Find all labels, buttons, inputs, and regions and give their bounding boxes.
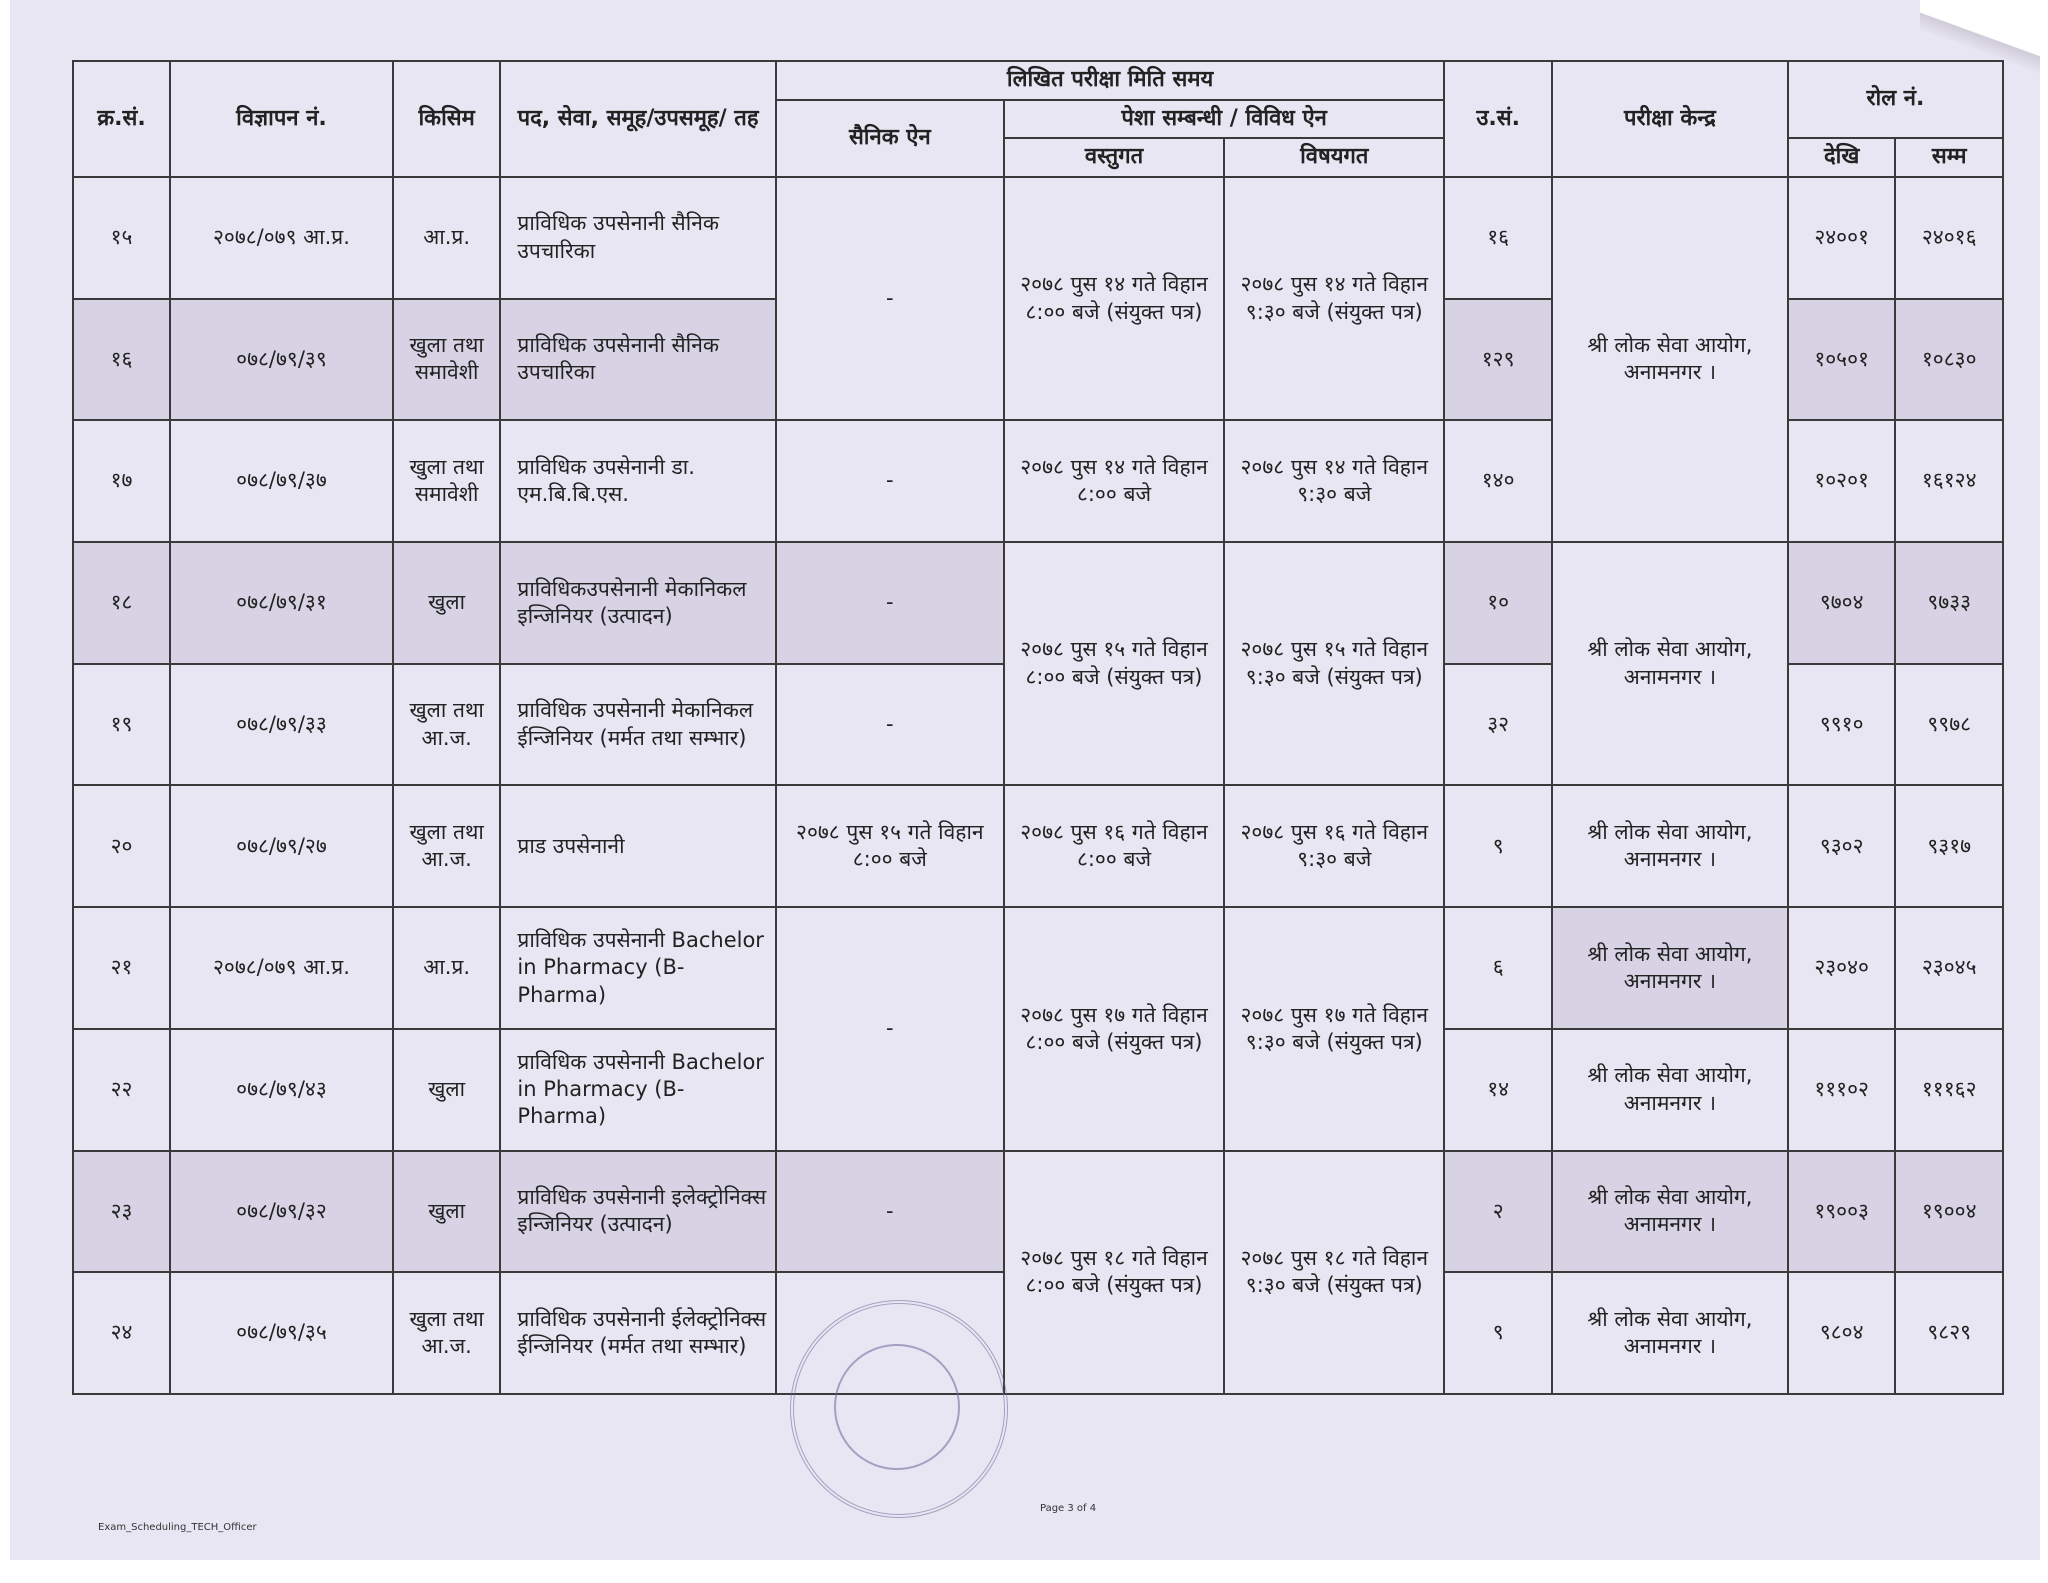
subjective-cell: २०७८ पुस १४ गते विहान ९:३० बजे xyxy=(1224,420,1444,542)
post-cell: प्राड उपसेनानी xyxy=(500,785,775,907)
candidates-cell: ३२ xyxy=(1444,664,1552,786)
type-cell: खुला तथा आ.ज. xyxy=(393,664,501,786)
subjective-cell: २०७८ पुस १८ गते विहान ९:३० बजे (संयुक्त पत्र) xyxy=(1224,1151,1444,1394)
official-seal-stamp xyxy=(790,1300,1008,1518)
type-cell: आ.प्र. xyxy=(393,907,501,1029)
serial-cell: २२ xyxy=(73,1029,170,1151)
candidates-cell: २ xyxy=(1444,1151,1552,1273)
serial-cell: २० xyxy=(73,785,170,907)
post-cell: प्राविधिक उपसेनानी सैनिक उपचारिका xyxy=(500,177,775,299)
exam-center-cell: श्री लोक सेवा आयोग, अनामनगर । xyxy=(1552,907,1788,1029)
serial-cell: १७ xyxy=(73,420,170,542)
roll-to-cell: १९००४ xyxy=(1895,1151,2003,1273)
roll-to-cell: २४०१६ xyxy=(1895,177,2003,299)
roll-to-cell: १६१२४ xyxy=(1895,420,2003,542)
subjective-cell: २०७८ पुस १६ गते विहान ९:३० बजे xyxy=(1224,785,1444,907)
header-serial: क्र.सं. xyxy=(73,61,170,177)
military-cell: - xyxy=(776,177,1004,420)
ad-number-cell: ०७८/७९/३२ xyxy=(170,1151,393,1273)
ad-number-cell: २०७८/०७९ आ.प्र. xyxy=(170,907,393,1029)
serial-cell: १९ xyxy=(73,664,170,786)
header-military-act: सैनिक ऐन xyxy=(776,100,1004,177)
type-cell: खुला तथा आ.ज. xyxy=(393,1272,501,1394)
ad-number-cell: ०७८/७९/३३ xyxy=(170,664,393,786)
military-cell: २०७८ पुस १५ गते विहान ८:०० बजे xyxy=(776,785,1004,907)
objective-cell: २०७८ पुस १८ गते विहान ८:०० बजे (संयुक्त पत्र) xyxy=(1004,1151,1224,1394)
serial-cell: १६ xyxy=(73,299,170,421)
type-cell: आ.प्र. xyxy=(393,177,501,299)
candidates-cell: १४ xyxy=(1444,1029,1552,1151)
post-cell: प्राविधिकउपसेनानी मेकानिकल इन्जिनियर (उत्पादन) xyxy=(500,542,775,664)
table-row xyxy=(73,907,2003,1029)
ad-number-cell: ०७८/७९/३१ xyxy=(170,542,393,664)
candidates-cell: १२९ xyxy=(1444,299,1552,421)
header-roll-from: देखि xyxy=(1788,138,1896,177)
roll-from-cell: १०५०१ xyxy=(1788,299,1896,421)
exam-center-cell: श्री लोक सेवा आयोग, अनामनगर । xyxy=(1552,1272,1788,1394)
header-candidates: उ.सं. xyxy=(1444,61,1552,177)
candidates-cell: ९ xyxy=(1444,1272,1552,1394)
roll-from-cell: २३०४० xyxy=(1788,907,1896,1029)
table-row xyxy=(73,542,2003,664)
table-row xyxy=(73,177,2003,299)
header-ad-number: विज्ञापन नं. xyxy=(170,61,393,177)
header-written-exam: लिखित परीक्षा मिति समय xyxy=(776,61,1445,100)
header-roll-no: रोल नं. xyxy=(1788,61,2003,138)
post-cell: प्राविधिक उपसेनानी सैनिक उपचारिका xyxy=(500,299,775,421)
footer-file-name: Exam_Scheduling_TECH_Officer xyxy=(98,1522,257,1533)
subjective-cell: २०७८ पुस १४ गते विहान ९:३० बजे (संयुक्त पत्र) xyxy=(1224,177,1444,420)
post-cell: प्राविधिक उपसेनानी इलेक्ट्रोनिक्स इन्जिनियर (उत्पादन) xyxy=(500,1151,775,1273)
roll-from-cell: ९९१० xyxy=(1788,664,1896,786)
roll-to-cell: २३०४५ xyxy=(1895,907,2003,1029)
candidates-cell: १६ xyxy=(1444,177,1552,299)
candidates-cell: १४० xyxy=(1444,420,1552,542)
post-cell: प्राविधिक उपसेनानी डा. एम.बि.बि.एस. xyxy=(500,420,775,542)
roll-from-cell: १११०२ xyxy=(1788,1029,1896,1151)
objective-cell: २०७८ पुस १७ गते विहान ८:०० बजे (संयुक्त पत्र) xyxy=(1004,907,1224,1150)
serial-cell: २३ xyxy=(73,1151,170,1273)
exam-center-cell: श्री लोक सेवा आयोग, अनामनगर । xyxy=(1552,1151,1788,1273)
type-cell: खुला xyxy=(393,542,501,664)
ad-number-cell: ०७८/७९/३९ xyxy=(170,299,393,421)
roll-from-cell: ९८०४ xyxy=(1788,1272,1896,1394)
table-row xyxy=(73,785,2003,907)
military-cell: - xyxy=(776,907,1004,1150)
type-cell: खुला xyxy=(393,1029,501,1151)
serial-cell: २४ xyxy=(73,1272,170,1394)
military-cell: - xyxy=(776,420,1004,542)
seal-inner-ring xyxy=(834,1344,960,1470)
table-row xyxy=(73,1151,2003,1273)
exam-center-cell: श्री लोक सेवा आयोग, अनामनगर । xyxy=(1552,785,1788,907)
roll-from-cell: १९००३ xyxy=(1788,1151,1896,1273)
exam-center-cell: श्री लोक सेवा आयोग, अनामनगर । xyxy=(1552,177,1788,542)
serial-cell: २१ xyxy=(73,907,170,1029)
subjective-cell: २०७८ पुस १७ गते विहान ९:३० बजे (संयुक्त पत्र) xyxy=(1224,907,1444,1150)
header-exam-center: परीक्षा केन्द्र xyxy=(1552,61,1788,177)
ad-number-cell: ०७८/७९/४३ xyxy=(170,1029,393,1151)
ad-number-cell: ०७८/७९/३५ xyxy=(170,1272,393,1394)
roll-from-cell: १०२०१ xyxy=(1788,420,1896,542)
exam-center-cell: श्री लोक सेवा आयोग, अनामनगर । xyxy=(1552,542,1788,785)
exam-center-cell: श्री लोक सेवा आयोग, अनामनगर । xyxy=(1552,1029,1788,1151)
ad-number-cell: २०७८/०७९ आ.प्र. xyxy=(170,177,393,299)
objective-cell: २०७८ पुस १५ गते विहान ८:०० बजे (संयुक्त पत्र) xyxy=(1004,542,1224,785)
type-cell: खुला तथा आ.ज. xyxy=(393,785,501,907)
roll-to-cell: १०८३० xyxy=(1895,299,2003,421)
roll-to-cell: १११६२ xyxy=(1895,1029,2003,1151)
subjective-cell: २०७८ पुस १५ गते विहान ९:३० बजे (संयुक्त पत्र) xyxy=(1224,542,1444,785)
header-subjective: विषयगत xyxy=(1224,138,1444,177)
roll-from-cell: ९३०२ xyxy=(1788,785,1896,907)
post-cell: प्राविधिक उपसेनानी ईलेक्ट्रोनिक्स ईन्जिनियर (मर्मत तथा सम्भार) xyxy=(500,1272,775,1394)
header-objective: वस्तुगत xyxy=(1004,138,1224,177)
type-cell: खुला xyxy=(393,1151,501,1273)
objective-cell: २०७८ पुस १४ गते विहान ८:०० बजे xyxy=(1004,420,1224,542)
military-cell: - xyxy=(776,542,1004,664)
header-roll-to: सम्म xyxy=(1895,138,2003,177)
post-cell: प्राविधिक उपसेनानी Bachelor in Pharmacy (B-Pharma) xyxy=(500,907,775,1029)
post-cell: प्राविधिक उपसेनानी मेकानिकल ईन्जिनियर (मर्मत तथा सम्भार) xyxy=(500,664,775,786)
header-post: पद, सेवा, समूह/उपसमूह/ तह xyxy=(500,61,775,177)
objective-cell: २०७८ पुस १४ गते विहान ८:०० बजे (संयुक्त पत्र) xyxy=(1004,177,1224,420)
serial-cell: १८ xyxy=(73,542,170,664)
exam-schedule-table xyxy=(72,60,2004,1395)
candidates-cell: १० xyxy=(1444,542,1552,664)
roll-to-cell: ९३१७ xyxy=(1895,785,2003,907)
header-professional-act: पेशा सम्बन्धी / विविध ऐन xyxy=(1004,100,1445,139)
footer-page-number: Page 3 of 4 xyxy=(1040,1503,1097,1514)
candidates-cell: ६ xyxy=(1444,907,1552,1029)
ad-number-cell: ०७८/७९/२७ xyxy=(170,785,393,907)
roll-from-cell: ९७०४ xyxy=(1788,542,1896,664)
military-cell: - xyxy=(776,1151,1004,1273)
roll-to-cell: ९९७८ xyxy=(1895,664,2003,786)
roll-to-cell: ९७३३ xyxy=(1895,542,2003,664)
type-cell: खुला तथा समावेशी xyxy=(393,299,501,421)
objective-cell: २०७८ पुस १६ गते विहान ८:०० बजे xyxy=(1004,785,1224,907)
serial-cell: १५ xyxy=(73,177,170,299)
roll-from-cell: २४००१ xyxy=(1788,177,1896,299)
header-type: किसिम xyxy=(393,61,501,177)
post-cell: प्राविधिक उपसेनानी Bachelor in Pharmacy (B-Pharma) xyxy=(500,1029,775,1151)
roll-to-cell: ९८२९ xyxy=(1895,1272,2003,1394)
ad-number-cell: ०७८/७९/३७ xyxy=(170,420,393,542)
military-cell: - xyxy=(776,664,1004,786)
type-cell: खुला तथा समावेशी xyxy=(393,420,501,542)
candidates-cell: ९ xyxy=(1444,785,1552,907)
